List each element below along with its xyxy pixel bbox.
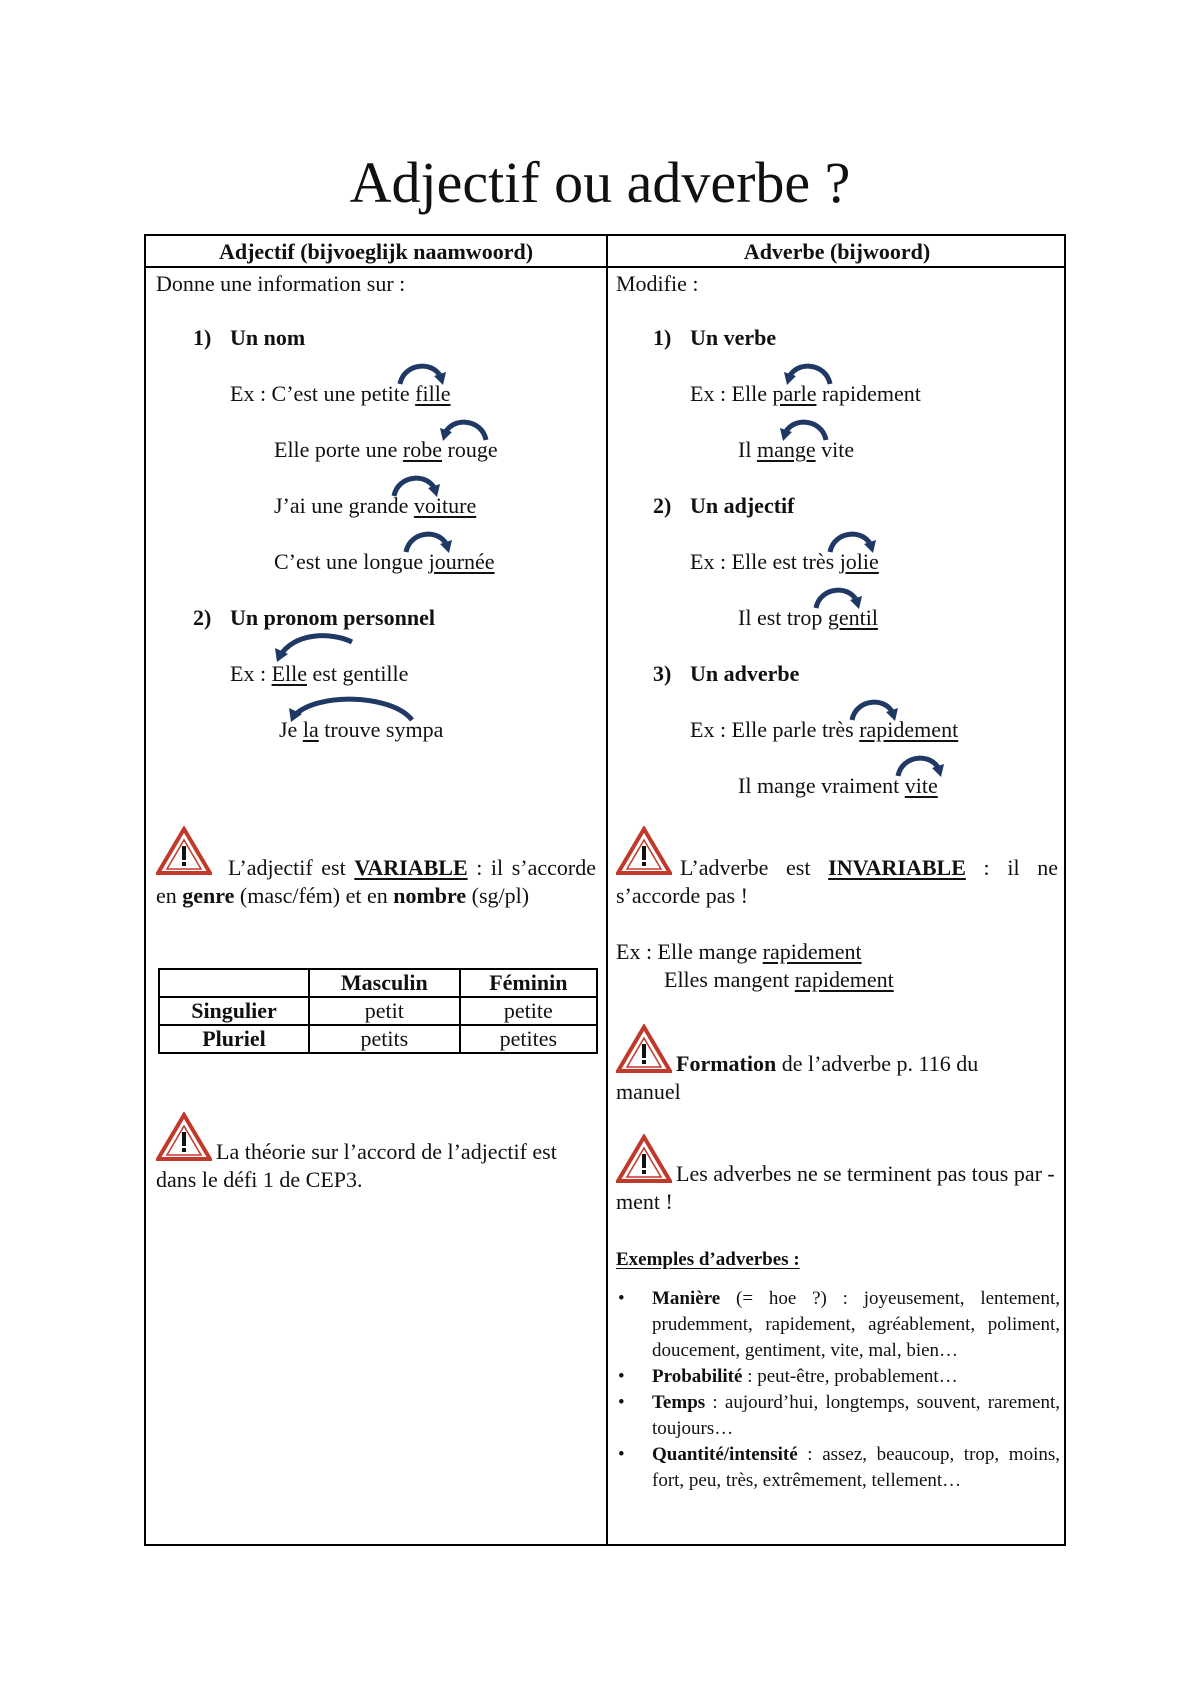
adjective: grande — [348, 493, 409, 518]
left-arrow-icon — [438, 416, 490, 442]
noun-underlined: fille — [415, 381, 451, 406]
adjective: rouge — [447, 437, 498, 462]
formation-text: de l’adverbe p. 116 du manuel — [616, 1051, 979, 1104]
right-section-3-number: 3) — [653, 661, 672, 686]
right-section-1-label: Un verbe — [690, 325, 777, 350]
example-category: Temps — [652, 1392, 706, 1413]
feminin-header: Féminin — [460, 969, 597, 997]
left-example-5 — [230, 660, 408, 688]
bullet: • — [618, 1366, 625, 1387]
right-column-header: Adverbe (bijwoord) — [743, 239, 931, 264]
example-text: Il est trop — [738, 605, 828, 630]
example-category: Quantité/intensité — [652, 1444, 798, 1465]
cell-fem: petite — [460, 997, 597, 1025]
formation-note — [616, 1050, 1036, 1106]
adjective-underlined: gentil — [827, 605, 878, 630]
rule-text: (masc/fém) et en — [234, 883, 394, 908]
right-column — [608, 236, 1066, 1544]
left-section-2-number: 2) — [193, 605, 212, 630]
example-text: rapidement — [816, 381, 921, 406]
left-rule — [156, 854, 596, 910]
table-row — [159, 1025, 597, 1053]
example-words: (= hoe ?) : joyeusement, lentement, prudemment, rapidement, agréablement, poliment, doucement, gentiment, vite, mal, bien… — [652, 1288, 1060, 1361]
comparison-table — [144, 234, 1066, 1546]
rule-text: L’adjectif est — [228, 855, 355, 880]
rule-text: L’adverbe est — [680, 855, 829, 880]
right-section-3-label: Un adverbe — [690, 661, 800, 686]
adverb-underlined: rapidement — [762, 939, 862, 964]
left-column — [146, 236, 606, 1544]
example-text: Ex : Elle — [690, 381, 773, 406]
row-label: Singulier — [159, 997, 309, 1025]
noun-underlined: journée — [428, 549, 495, 574]
left-arrow-icon — [272, 634, 356, 664]
example-text: Ex : Elle est très — [690, 549, 840, 574]
example-words: : peut-être, probablement… — [742, 1366, 958, 1387]
left-section-1-number: 1) — [193, 325, 212, 350]
masculin-header: Masculin — [309, 969, 460, 997]
verb-underlined: parle — [772, 381, 817, 406]
example-category: Probabilité — [652, 1366, 743, 1387]
left-arrow-icon — [778, 416, 830, 442]
right-arrow-icon — [894, 752, 946, 778]
bullet: • — [618, 1288, 625, 1309]
rule-genre: genre — [182, 883, 235, 908]
page-title: Adjectif ou adverbe ? — [349, 150, 851, 215]
right-example-5 — [690, 716, 958, 744]
right-arrow-icon — [848, 696, 900, 722]
example-category: Manière — [652, 1288, 721, 1309]
cell-fem: petites — [460, 1025, 597, 1053]
left-note: La théorie sur l’accord de l’adjectif est dans le défi 1 de CEP3. — [156, 1139, 557, 1192]
example-text: Ex : Elle parle très — [690, 717, 860, 742]
pronoun-underlined: la — [302, 717, 319, 742]
rule-text: (sg/pl) — [466, 883, 530, 908]
adjective-underlined: jolie — [839, 549, 879, 574]
table-row — [159, 997, 597, 1025]
example-words: : assez, beaucoup, trop, moins, fort, peu, très, extrêmement, tellement… — [652, 1444, 1060, 1491]
agreement-header-row — [159, 969, 597, 997]
noun-underlined: voiture — [413, 493, 477, 518]
cell-masc: petits — [309, 1025, 460, 1053]
adjective: longue — [363, 549, 424, 574]
rule-text: : il ne s’accorde pas ! — [616, 855, 1058, 908]
adverb-examples-list — [616, 1286, 1060, 1494]
list-item — [616, 1442, 1060, 1494]
example-words: : aujourd’hui, longtemps, souvent, rarement, toujours… — [652, 1392, 1060, 1439]
cell-masc: petit — [309, 997, 460, 1025]
rule-keyword: VARIABLE — [354, 855, 468, 880]
example-text: Ex : C’est une — [230, 381, 361, 406]
noun-underlined: robe — [402, 437, 442, 462]
example-text: trouve sympa — [318, 717, 444, 742]
left-arrow-icon — [286, 694, 416, 724]
example-text: Il — [738, 437, 757, 462]
formation-label: Formation — [676, 1051, 777, 1076]
right-rule-example-1 — [616, 938, 862, 966]
list-item — [616, 1390, 1060, 1442]
right-intro: Modifie : — [616, 271, 699, 296]
right-arrow-icon — [402, 528, 454, 554]
left-example-4 — [274, 548, 495, 576]
left-section-1-label: Un nom — [230, 325, 306, 350]
right-arrow-icon — [390, 472, 442, 498]
right-arrow-icon — [826, 528, 878, 554]
example-text: vite — [815, 437, 855, 462]
left-arrow-icon — [782, 360, 834, 386]
example-text: Je — [279, 717, 303, 742]
rule-keyword: INVARIABLE — [828, 855, 966, 880]
example-text: Elle porte une — [274, 437, 403, 462]
right-arrow-icon — [812, 584, 864, 610]
adverb-underlined: rapidement — [794, 967, 894, 992]
list-item — [616, 1286, 1060, 1364]
examples-title: Exemples d’adverbes : — [616, 1249, 800, 1270]
adverb-underlined: rapidement — [859, 717, 959, 742]
right-section-1-number: 1) — [653, 325, 672, 350]
left-section-2-label: Un pronom personnel — [230, 605, 435, 630]
rule-text: : il s’accorde en — [156, 855, 597, 908]
left-column-header: Adjectif (bijvoeglijk naamwoord) — [218, 239, 534, 264]
row-label: Pluriel — [159, 1025, 309, 1053]
left-example-3 — [274, 492, 476, 520]
right-section-2-label: Un adjectif — [690, 493, 795, 518]
pronoun-underlined: Elle — [271, 661, 307, 686]
right-arrow-icon — [396, 360, 448, 386]
example-text: est gentille — [307, 661, 409, 686]
right-rule — [616, 854, 1058, 910]
agreement-corner-cell — [159, 969, 309, 997]
adverb-underlined: vite — [904, 773, 938, 798]
ment-note: Les adverbes ne se terminent pas tous par -ment ! — [616, 1161, 1055, 1214]
rule-nombre: nombre — [393, 883, 467, 908]
left-intro: Donne une information sur : — [156, 271, 406, 296]
example-text: Ex : Elle mange — [616, 939, 763, 964]
adjective: petite — [360, 381, 410, 406]
agreement-table — [158, 968, 598, 1054]
bullet: • — [618, 1444, 625, 1465]
example-text: C’est une — [274, 549, 364, 574]
bullet: • — [618, 1392, 625, 1413]
example-text: Ex : — [230, 661, 272, 686]
example-text: Il mange vraiment — [738, 773, 905, 798]
right-section-2-number: 2) — [653, 493, 672, 518]
list-item — [616, 1364, 1060, 1390]
example-text: J’ai une — [274, 493, 349, 518]
right-rule-example-2 — [664, 966, 894, 994]
example-text: Elles mangent — [664, 967, 795, 992]
verb-underlined: mange — [756, 437, 816, 462]
